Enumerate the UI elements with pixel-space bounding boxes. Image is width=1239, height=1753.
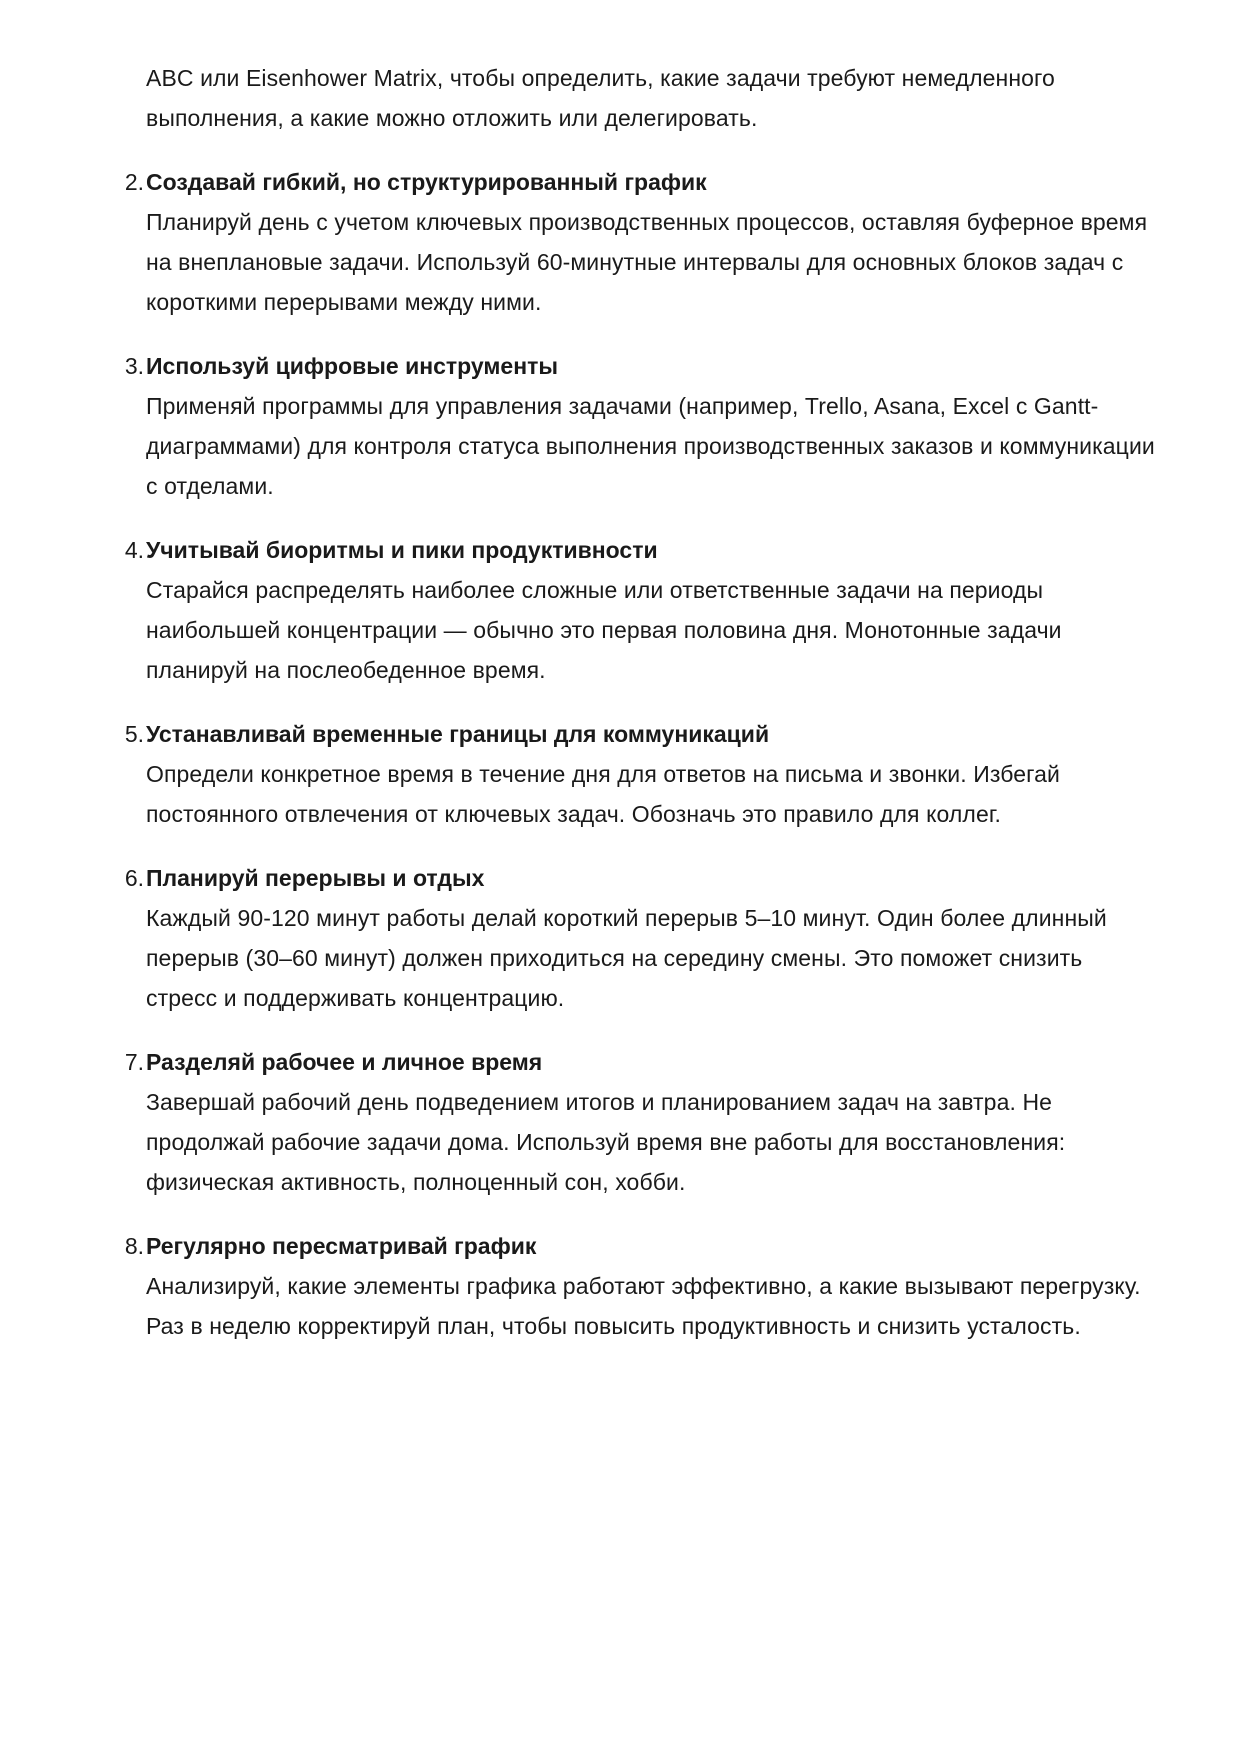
list-item — [124, 1042, 1156, 1202]
list-item-body: Завершай рабочий день подведением итогов и планированием задач на завтра. Не продолжай рабочие задачи дома. Используй время вне работы для восстановления: физическая активность, полноценный сон, хобби. — [146, 1089, 1066, 1195]
list-item-title: Регулярно пересматривай график — [146, 1233, 537, 1259]
tips-list — [124, 162, 1156, 1346]
list-item — [124, 858, 1156, 1018]
list-item-title: Разделяй рабочее и личное время — [146, 1049, 543, 1075]
list-item — [124, 714, 1156, 834]
list-item-number: 2. — [124, 169, 144, 195]
list-item — [124, 1226, 1156, 1346]
list-item-body: Планируй день с учетом ключевых производственных процессов, оставляя буферное время на внеплановые задачи. Используй 60-минутные интервалы для основных блоков задач с короткими перерывами между ними. — [146, 209, 1148, 315]
list-item-number: 4. — [124, 537, 144, 563]
list-item-body: Старайся распределять наиболее сложные или ответственные задачи на периоды наибольшей концентрации — обычно это первая половина дня. Монотонные задачи планируй на послеобеденное время. — [146, 577, 1062, 683]
list-item — [124, 346, 1156, 506]
list-item-title: Устанавливай временные границы для коммуникаций — [146, 721, 770, 747]
list-item-body: Применяй программы для управления задачами (например, Trello, Asana, Excel с Gantt-диаграммами) для контроля статуса выполнения производственных заказов и коммуникации с отделами. — [146, 393, 1155, 499]
list-item-body: Определи конкретное время в течение дня для ответов на письма и звонки. Избегай постоянного отвлечения от ключевых задач. Обозначь это правило для коллег. — [146, 761, 1060, 827]
list-item-number: 8. — [124, 1233, 144, 1259]
list-item-title: Планируй перерывы и отдых — [146, 865, 485, 891]
list-item-number: 6. — [124, 865, 144, 891]
intro-continuation-text: ABC или Eisenhower Matrix, чтобы определить, какие задачи требуют немедленного выполнения, а какие можно отложить или делегировать. — [146, 65, 1055, 131]
list-item-title: Учитывай биоритмы и пики продуктивности — [146, 537, 658, 563]
list-item-body: Каждый 90-120 минут работы делай короткий перерыв 5–10 минут. Один более длинный перерыв (30–60 минут) должен приходиться на середину смены. Это поможет снизить стресс и поддерживать концентрацию. — [146, 905, 1107, 1011]
list-item-body: Анализируй, какие элементы графика работают эффективно, а какие вызывают перегрузку. Раз в неделю корректируй план, чтобы повысить продуктивность и снизить усталость. — [146, 1273, 1141, 1339]
list-item-number: 3. — [124, 353, 144, 379]
list-item-title: Используй цифровые инструменты — [146, 353, 559, 379]
list-item-number: 7. — [124, 1049, 144, 1075]
document-content — [124, 58, 1156, 1346]
list-item-title: Создавай гибкий, но структурированный график — [146, 169, 707, 195]
list-item — [124, 530, 1156, 690]
list-item-number: 5. — [124, 721, 144, 747]
list-item — [124, 162, 1156, 322]
